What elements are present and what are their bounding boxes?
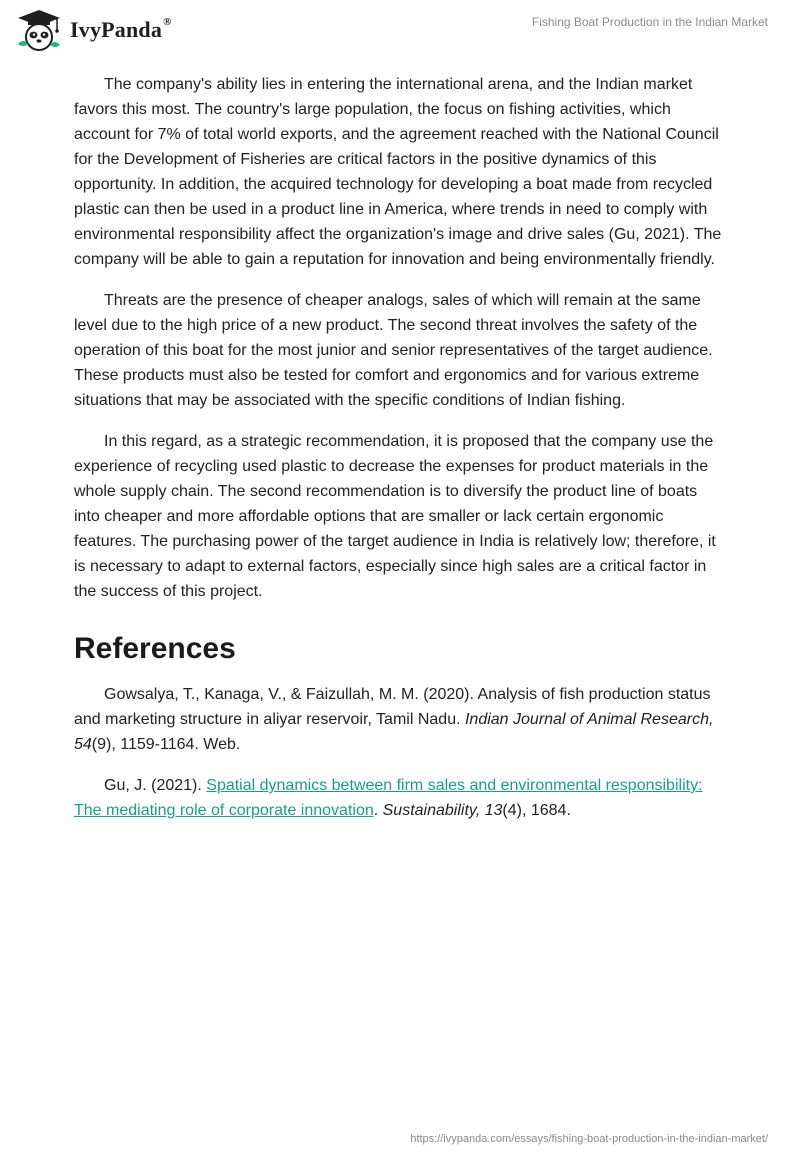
- reference-item-1: [74, 682, 726, 757]
- reference-1-issue: (9), 1159-1164. Web.: [91, 736, 241, 753]
- body-paragraph-3: In this regard, as a strategic recommendation, it is proposed that the company use the experience of recycling used plastic to decrease the expenses for product materials in the whole supply chain. The second recommendation is to diversify the product line of boats into cheaper and more affordable options that are smaller or lack certain ergonomic features. The purchasing power of the target audience in India is relatively low; therefore, it is necessary to adapt to external factors, especially since high sales are a critical factor in the success of this project.: [74, 433, 716, 600]
- reference-item-2: [74, 773, 726, 823]
- body-paragraph-2: Threats are the presence of cheaper analogs, sales of which will remain at the same level due to the high price of a new product. The second threat involves the safety of the operation of this boat for the most junior and senior representatives of the target audience. These products must also be tested for comfort and ergonomics and for various extreme situations that may be associated with the specific conditions of Indian fishing.: [74, 292, 713, 409]
- reference-2-issue: (4), 1684.: [502, 802, 571, 819]
- reference-2-prefix: Gu, J. (2021).: [104, 777, 207, 794]
- brand-logo[interactable]: [14, 8, 172, 52]
- references-heading: References: [74, 632, 236, 665]
- brand-name-text: IvyPanda: [70, 17, 163, 42]
- brand-name: [70, 17, 172, 43]
- document-title: Fishing Boat Production in the Indian Market: [531, 15, 768, 29]
- reference-2-journal: Sustainability, 13: [382, 802, 503, 819]
- reference-1-journal: Indian Journal of Animal Research, 54: [74, 711, 714, 753]
- footer-url: https://ivypanda.com/essays/fishing-boat-production-in-the-indian-market/: [410, 1133, 768, 1145]
- registered-mark: ®: [163, 15, 172, 28]
- essay-content: [74, 72, 726, 839]
- body-paragraph-1: The company's ability lies in entering the international arena, and the Indian market favors this most. The country's large population, the focus on fishing activities, which account for 7% of total world exports, and the agreement reached with the National Council for the Development of Fisheries are critical factors in the positive dynamics of this opportunity. In addition, the acquired technology for developing a boat made from recycled plastic can then be used in a product line in America, where trends in need to comply with environmental responsibility affect the organization's image and drive sales (Gu, 2021). The company will be able to gain a reputation for innovation and being environmentally friendly.: [74, 76, 722, 268]
- panda-graduate-icon: [14, 8, 64, 52]
- reference-2-link[interactable]: Spatial dynamics between firm sales and environmental responsibility: The mediating role of corporate innovation: [74, 777, 703, 819]
- page-header: [0, 0, 800, 60]
- reference-2-after-link: .: [373, 802, 383, 819]
- reference-1-prefix: Gowsalya, T., Kanaga, V., & Faizullah, M. M. (2020). Analysis of fish production status and marketing structure in aliyar reservoir, Tamil Nadu.: [74, 686, 711, 728]
